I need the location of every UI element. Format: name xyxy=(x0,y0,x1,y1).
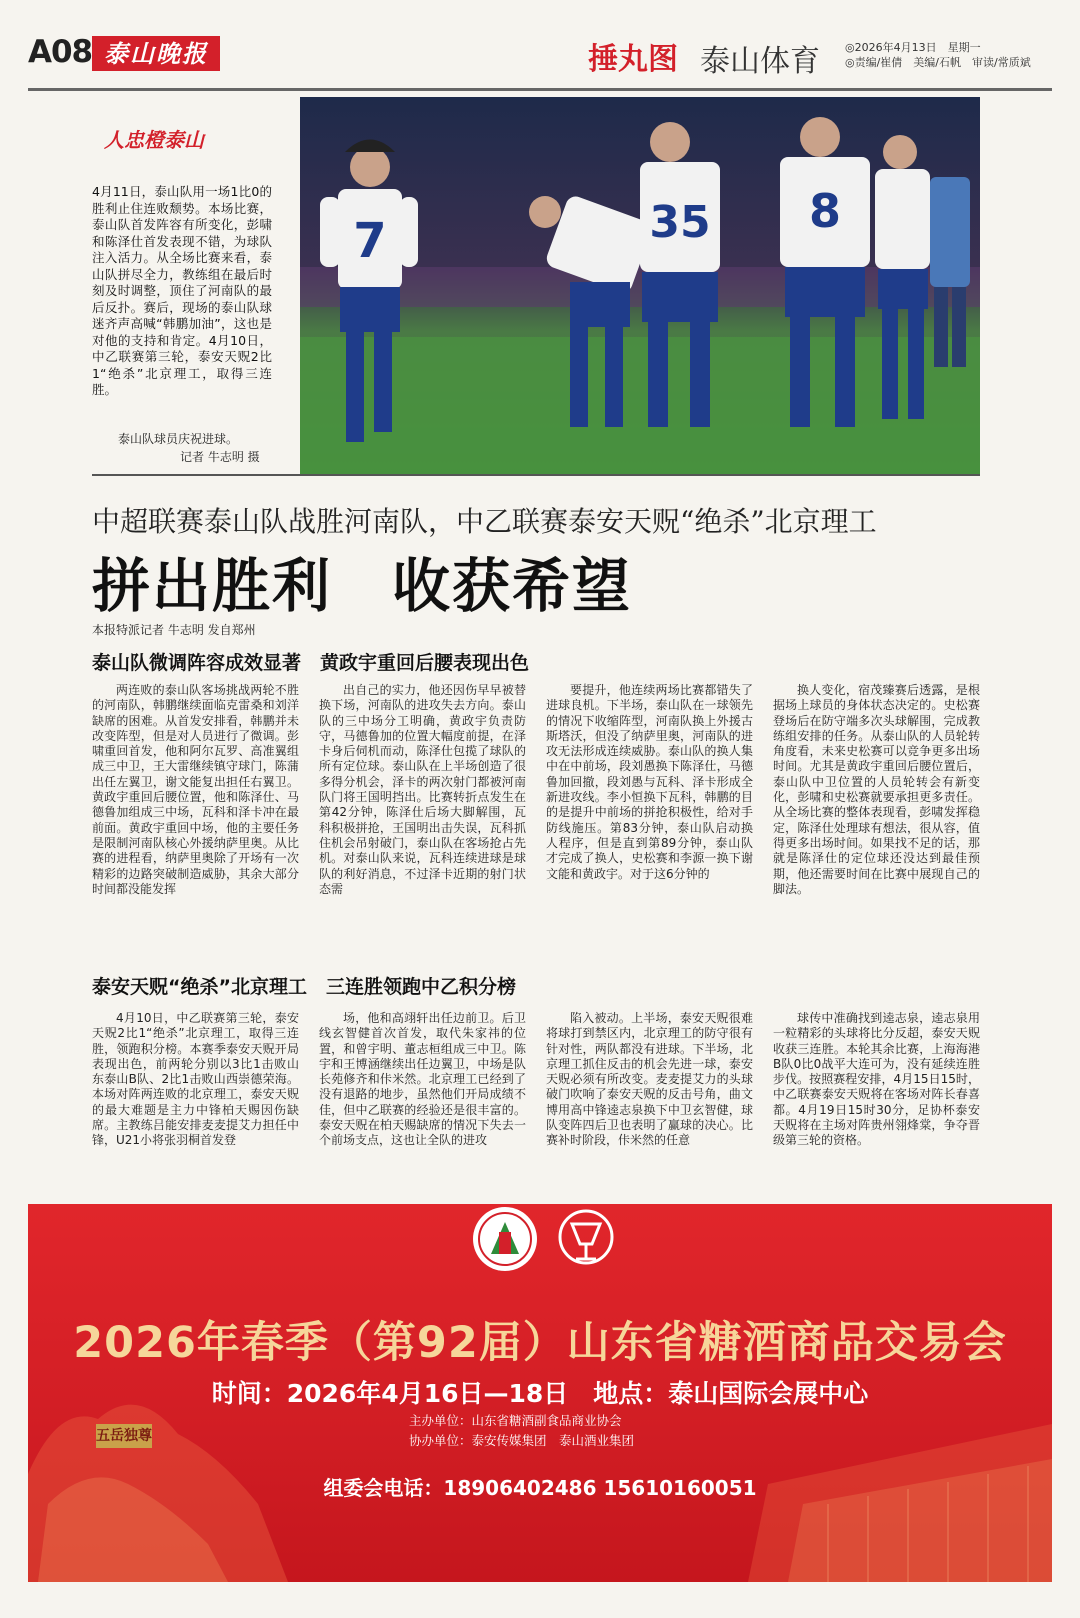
celebration-photo-illustration xyxy=(300,97,980,475)
jersey-number-35: 35 xyxy=(649,197,711,248)
ad-co-host: 协办单位：泰安传媒集团 泰山酒业集团 xyxy=(409,1433,635,1448)
editor-line: ◎责编/崔倩 美编/石帆 审读/常质斌 xyxy=(845,56,1031,69)
section2-column: 4月10日，中乙联赛第三轮，泰安天贶2比1“绝杀”北京理工，取得三连胜，领跑积分榜。本赛季泰安天贶开局表现出色，前两轮分别以3比1击败山东泰山B队、2比1击败山西崇德荣海。本场对阵两连败的北京理工，泰安天贶的最大难题是主力中锋柏天赐因伤缺席。主教练吕能安排麦麦提艾力担任中锋，U21小将张羽桐首发登 xyxy=(92,1011,299,1148)
photo-lead-text: 4月11日，泰山队用一场1比0的胜利止住连败颓势。本场比赛，泰山队首发阵容有所变化，彭啸和陈泽仕首发表现不错，为球队注入活力。从全场比赛来看，泰山队拼尽全力，教练组在最后时刻及时调整，顶住了河南队的最后反扑。赛后，现场的泰山队球迷齐声高喊“韩鹏加油”，这也是对他的支持和肯定。4月10日，中乙联赛第三轮，泰安天贶2比1“绝杀”北京理工，取得三连胜。 xyxy=(92,184,272,397)
trade-fair-advertisement xyxy=(28,1204,1052,1582)
ad-host: 主办单位：山东省糖酒副食品商业协会 xyxy=(409,1413,622,1428)
section1-column: 两连败的泰山队客场挑战两轮不胜的河南队，韩鹏继续面临克雷桑和刘洋缺席的困难。从首发安排看，韩鹏并未改变阵型，但是对人员进行了微调。彭啸重回首发，他和阿尔瓦罗、高准翼组成三中卫，王大雷继续镇守球门，陈蒲出任左翼卫，谢文能复出担任右翼卫。黄政宇重回后腰位置，他和陈泽仕、马德鲁加组成三中场，瓦科和泽卡冲在最前面。黄政宇重回中场，他的主要任务是限制河南队核心外援纳萨里奥。从比赛的进程看，纳萨里奥除了开场有一次精彩的边路突破制造威胁，其余大部分时间都没能发挥 xyxy=(92,683,299,896)
ad-title: 2026年春季（第92届）山东省糖酒商品交易会 xyxy=(73,1318,1007,1368)
newspaper-logo: 泰山晚报 xyxy=(92,36,220,71)
section1-body xyxy=(92,683,980,945)
section2-body xyxy=(92,1011,980,1181)
date-line: ◎2026年4月13日 星期一 xyxy=(845,41,981,54)
monument-inscription: 五岳独尊 xyxy=(96,1424,152,1448)
section1-heading: 泰山队微调阵容成效显著 黄政宇重回后腰表现出色 xyxy=(92,652,530,674)
match-photo xyxy=(300,97,980,475)
fair-logo-icon xyxy=(560,1211,612,1263)
photo-credit: 记者 牛志明 摄 xyxy=(180,450,260,464)
article-subtitle: 中超联赛泰山队战胜河南队，中乙联赛泰安天贶“绝杀”北京理工 xyxy=(92,505,877,538)
association-emblem-icon xyxy=(473,1207,537,1271)
ad-phone: 组委会电话：18906402486 15610160051 xyxy=(323,1476,757,1500)
section1-column: 换人变化，宿茂臻赛后透露，是根据场上球员的身体状态决定的。史松赛登场后在防守端多次头球解围，完成教练组安排的任务。从泰山队的人员轮转角度看，未来史松赛可以竞争更多出场时间。尤其是黄政宇重回后腰位置后，泰山队中卫位置的人员轮转会有新变化，彭啸和史松赛就要承担更多责任。从全场比赛的整体表现看，彭啸发挥稳定，陈泽仕处理球有想法，很从容，值得更多出场时间。如果找不足的话，那就是陈泽仕的定位球还没达到最佳预期，他还需要时间在比赛中展现自己的脚法。 xyxy=(773,683,980,896)
section1-column: 要提升，他连续两场比赛都错失了进球良机。下半场，泰山队在一球领先的情况下收缩阵型，河南队换上外援古斯塔沃，但没了纳萨里奥，河南队的进攻无法形成连续威胁。泰山队的换人集中在中前场，段刘愚换下陈泽仕，马德鲁加回撤，段刘愚与瓦科、泽卡形成全新进攻线。李小恒换下瓦科，韩鹏的目的是提升中前场的拼抢积极性，给对手防线施压。第83分钟，泰山队启动换人程序，但是直到第89分钟，泰山队才完成了换人，史松赛和李源一换下谢文能和黄政宇。对于这6分钟的 xyxy=(546,683,753,881)
jersey-number-8: 8 xyxy=(808,184,842,238)
photo-bottom-rule xyxy=(92,474,980,476)
section2-column: 场，他和高翊轩出任边前卫。后卫线玄智健首次首发，取代朱家祎的位置，和曾宇明、董志桓组成三中卫。陈宇和王博涵继续出任边翼卫，中场是队长苑修齐和佧米然。北京理工已经到了没有退路的地步，虽然他们开局成绩不佳，但中乙联赛的经验还是很丰富的。泰安天贶在柏天赐缺席的情况下失去一个前场支点，这也让全队的进攻 xyxy=(319,1011,526,1148)
page-number: A08 xyxy=(28,34,93,70)
article-title: 拼出胜利 收获希望 xyxy=(92,552,633,620)
section-name: 泰山体育 xyxy=(700,44,820,79)
section2-column: 球传中准确找到逵志泉，逵志泉用一粒精彩的头球将比分反超，泰安天贶收获三连胜。本轮其余比赛，上海海港B队0比0战平大连可为，没有延续连胜步伐。按照赛程安排，4月15日15时，中乙联赛泰安天贶将在客场对阵长春喜都。4月19日15时30分，足协杯泰安天贶将在主场对阵贵州翎烽棠，争夺晋级第三轮的资格。 xyxy=(773,1011,980,1148)
feature-tag: 捶丸图 xyxy=(588,42,678,77)
article-byline: 本报特派记者 牛志明 发自郑州 xyxy=(92,623,256,637)
photo-caption: 泰山队球员庆祝进球。 xyxy=(118,432,239,446)
section2-column: 陷入被动。上半场，泰安天贶很难将球打到禁区内，北京理工的防守很有针对性，两队都没有进球。下半场，北京理工抓住反击的机会先进一球，泰安天贶必须有所改变。麦麦提艾力的头球破门吹响了泰安天贶的反击号角，曲文博用高中锋逵志泉换下中卫玄智健，球队变阵四后卫也表明了赢球的决心。比赛补时阶段，佧米然的任意 xyxy=(546,1011,753,1148)
section2-heading: 泰安天贶“绝杀”北京理工 三连胜领跑中乙积分榜 xyxy=(92,976,516,998)
jersey-number-7: 7 xyxy=(353,213,387,269)
ad-time-location: 时间：2026年4月16日—18日 地点：泰山国际会展中心 xyxy=(211,1379,869,1408)
column-tag: 人忠橙泰山 xyxy=(104,128,204,152)
header-rule xyxy=(28,88,1052,91)
section1-column: 出自己的实力，他还因伤早早被替换下场，河南队的进攻失去方向。泰山队的三中场分工明确，黄政宇负责防守，马德鲁加的位置大幅度前提，在泽卡身后伺机而动，陈泽仕包揽了球队的所有定位球。泰山队在上半场创造了很多得分机会，泽卡的两次射门都被河南队门将王国明挡出。比赛转折点发生在第42分钟，陈泽仕后场大脚解围，瓦科积极拼抢，王国明出击失误，瓦科抓住机会吊射破门，泰山队在客场抢占先机。对泰山队来说，瓦科连续进球是球队的利好消息，不过泽卡近期的射门状态需 xyxy=(319,683,526,896)
